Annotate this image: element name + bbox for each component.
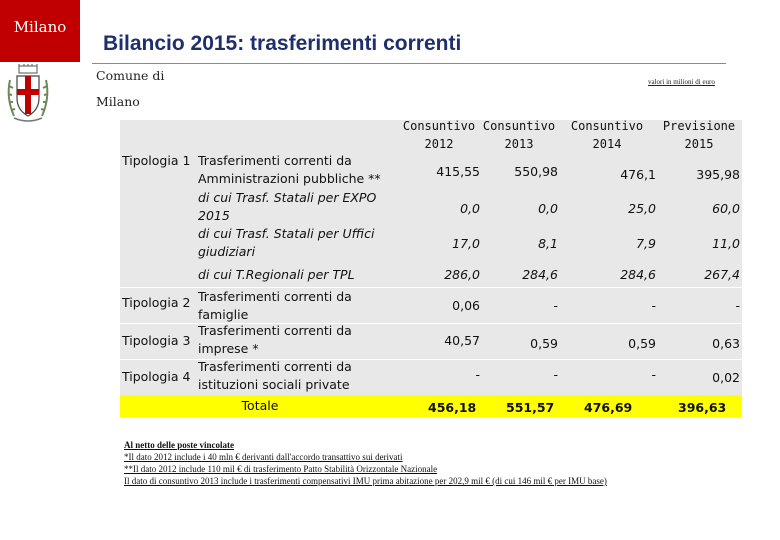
table-cell: 284,6	[522, 267, 558, 282]
tipologia-label: Tipologia 4	[122, 369, 191, 384]
row-description: Trasferimenti correnti da Amministrazioni pubbliche **	[198, 153, 381, 186]
row-description: Trasferimenti correnti da famiglie	[198, 289, 352, 322]
table-cell: 284,6	[620, 267, 656, 282]
footnote: *Il dato 2012 include i 40 mln € derivanti dall'accordo transattivo sui derivati	[124, 452, 403, 462]
table-cell: -	[553, 298, 558, 313]
footnotes	[124, 439, 607, 487]
table-cell: -	[651, 298, 656, 313]
city-label: Milano	[96, 94, 140, 109]
table-cell: 25,0	[628, 201, 656, 216]
table-cell: 60,0	[712, 201, 740, 216]
row-description: Trasferimenti correnti da imprese *	[198, 323, 352, 356]
row-description: di cui Trasf. Statali per Uffici giudiziari	[198, 226, 375, 259]
table-cell: 7,9	[636, 236, 656, 251]
tipologia-label: Tipologia 3	[122, 333, 191, 348]
total-cell: 396,63	[678, 400, 727, 415]
table-cell: 395,98	[696, 167, 740, 182]
tipologia-label: Tipologia 2	[122, 295, 191, 310]
total-cell: 456,18	[428, 400, 477, 415]
title-divider	[92, 63, 726, 64]
row-description: Trasferimenti correnti da istituzioni sociali private	[198, 359, 352, 392]
table-cell: -	[735, 298, 740, 313]
total-label: Totale	[241, 398, 279, 413]
table-cell: -	[475, 367, 480, 382]
column-header: Consuntivo 2013	[482, 119, 556, 151]
table-cell: 8,1	[538, 236, 558, 251]
table-cell: 0,0	[460, 201, 480, 216]
table-cell: 11,0	[712, 236, 740, 251]
footnote: Il dato di consuntivo 2013 include i trasferimenti compensativi IMU prima abitazione per 202,9 mil € (di cui 146 mil € per IMU base)	[124, 476, 607, 486]
units-note: valori in milioni di euro	[648, 78, 715, 86]
column-header: Consuntivo 2012	[402, 119, 476, 151]
footnote: **Il dato 2012 include 110 mil € di trasferimento Patto Stabilità Orizzontale Nazionale	[124, 464, 438, 474]
row-description: di cui Trasf. Statali per EXPO 2015	[198, 190, 377, 223]
comune-label: Comune di	[96, 68, 165, 83]
footnote: Al netto delle poste vincolate	[124, 440, 234, 450]
column-header: Consuntivo 2014	[570, 119, 644, 151]
table-cell: 0,06	[452, 298, 480, 313]
table-cell: 0,0	[538, 201, 558, 216]
column-header: Previsione 2015	[662, 119, 736, 151]
table-cell: 286,0	[444, 267, 480, 282]
page-title: Bilancio 2015: trasferimenti correnti	[103, 32, 462, 55]
tipologia-label: Tipologia 1	[122, 153, 191, 168]
table-cell: 0,02	[712, 370, 740, 385]
sidebar	[0, 0, 80, 540]
table-cell: 17,0	[452, 236, 480, 251]
city-crest-icon	[4, 64, 52, 130]
table-cell: 0,59	[530, 336, 558, 351]
table-cell: 476,1	[620, 167, 656, 182]
total-cell: 476,69	[584, 400, 633, 415]
table-cell: -	[553, 367, 558, 382]
brand-name: Milano	[13, 18, 67, 36]
table-cell: 40,57	[444, 333, 480, 348]
table-cell: 0,63	[712, 336, 740, 351]
table-cell: 550,98	[514, 164, 558, 179]
row-description: di cui T.Regionali per TPL	[198, 267, 355, 282]
total-cell: 551,57	[506, 400, 555, 415]
table-cell: -	[651, 367, 656, 382]
table-cell: 0,59	[628, 336, 656, 351]
table-cell: 267,4	[704, 267, 740, 282]
table-cell: 415,55	[436, 164, 480, 179]
brand-bar	[0, 0, 80, 62]
